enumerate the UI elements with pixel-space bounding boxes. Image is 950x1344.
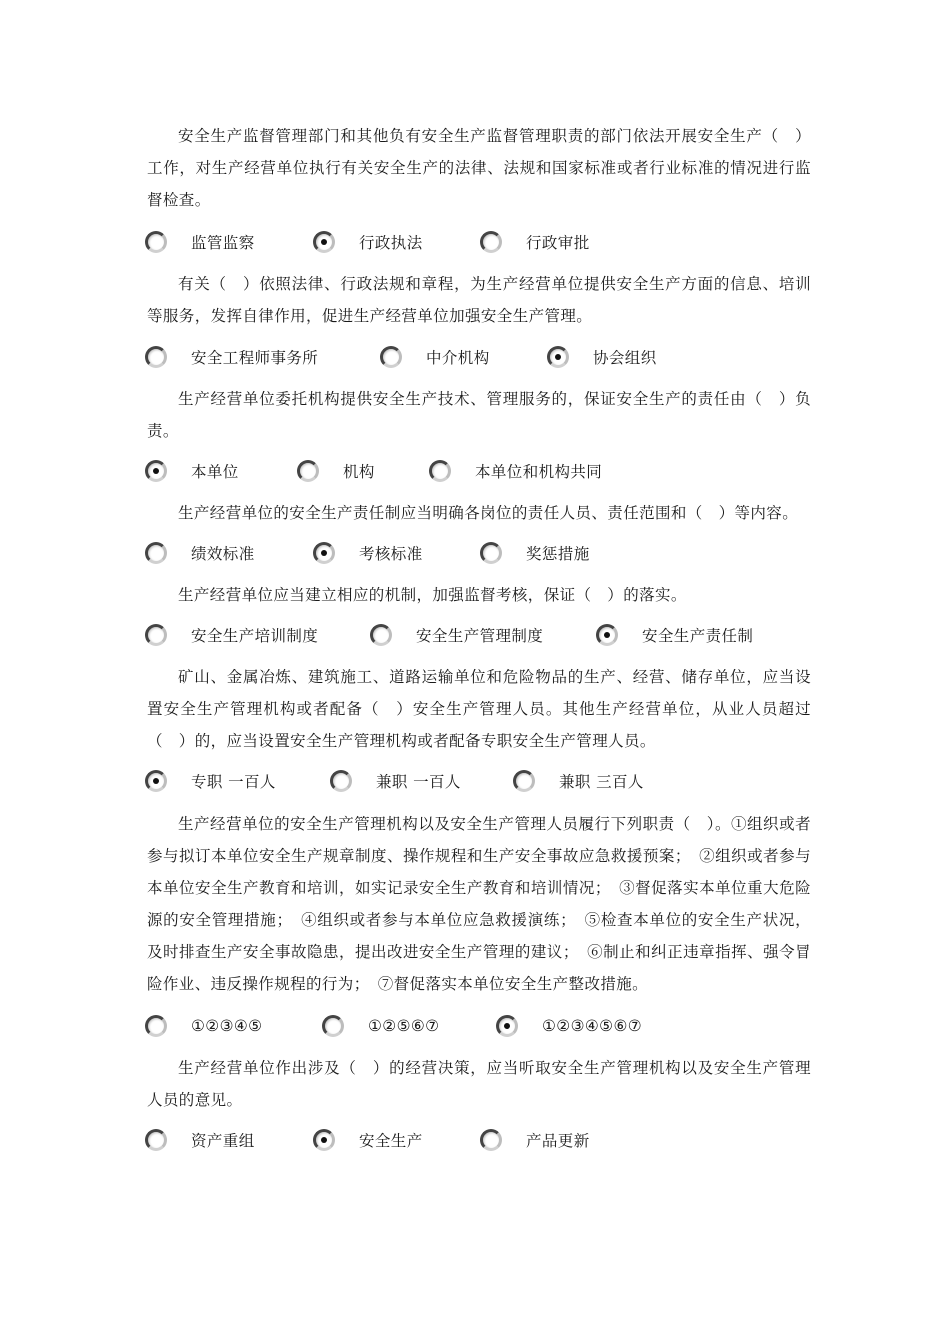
question-7-options xyxy=(145,1012,825,1040)
option-label: 本单位 xyxy=(191,463,239,481)
option-label: ①②③④⑤⑥⑦ xyxy=(542,1017,643,1035)
question-5-options xyxy=(145,621,825,649)
option-7-a[interactable] xyxy=(145,1012,262,1040)
option-5-c[interactable] xyxy=(596,621,753,649)
option-label: 考核标准 xyxy=(359,545,423,563)
option-2-a[interactable] xyxy=(145,343,318,371)
option-2-b[interactable] xyxy=(380,343,490,371)
question-2-text: 有关（ ）依照法律、行政法规和章程，为生产经营单位提供安全生产方面的信息、培训等服务，发挥自律作用，促进生产经营单位加强安全生产管理。 xyxy=(147,275,811,325)
option-4-b[interactable] xyxy=(313,539,423,567)
option-7-c[interactable] xyxy=(496,1012,642,1040)
question-1-options xyxy=(145,228,825,256)
radio-unchecked-icon[interactable] xyxy=(429,460,451,482)
question-4-options xyxy=(145,539,825,567)
option-8-c[interactable] xyxy=(480,1126,590,1154)
radio-checked-icon[interactable] xyxy=(547,346,569,368)
radio-unchecked-icon[interactable] xyxy=(330,770,352,792)
option-5-a[interactable] xyxy=(145,621,318,649)
radio-unchecked-icon[interactable] xyxy=(380,346,402,368)
option-2-c[interactable] xyxy=(547,343,657,371)
option-1-b[interactable] xyxy=(313,228,423,256)
radio-checked-icon[interactable] xyxy=(313,542,335,564)
question-8-options xyxy=(145,1126,825,1154)
option-label: 专职 一百人 xyxy=(191,773,276,791)
option-label: 安全生产 xyxy=(359,1132,423,1150)
option-7-b[interactable] xyxy=(322,1012,439,1040)
radio-checked-icon[interactable] xyxy=(145,460,167,482)
question-3-text: 生产经营单位委托机构提供安全生产技术、管理服务的，保证安全生产的责任由（ ）负责。 xyxy=(147,390,811,440)
radio-unchecked-icon[interactable] xyxy=(145,1129,167,1151)
option-label: 安全生产培训制度 xyxy=(191,627,319,645)
option-6-a[interactable] xyxy=(145,767,276,795)
radio-unchecked-icon[interactable] xyxy=(513,770,535,792)
option-label: ①②③④⑤ xyxy=(191,1017,263,1035)
radio-unchecked-icon[interactable] xyxy=(145,346,167,368)
option-4-a[interactable] xyxy=(145,539,255,567)
radio-unchecked-icon[interactable] xyxy=(322,1015,344,1037)
radio-unchecked-icon[interactable] xyxy=(370,624,392,646)
option-label: ①②⑤⑥⑦ xyxy=(368,1017,440,1035)
radio-checked-icon[interactable] xyxy=(596,624,618,646)
option-4-c[interactable] xyxy=(480,539,590,567)
option-6-c[interactable] xyxy=(513,767,644,795)
question-4-text: 生产经营单位的安全生产责任制应当明确各岗位的责任人员、责任范围和（ ）等内容。 xyxy=(178,504,799,522)
question-7-text: 生产经营单位的安全生产管理机构以及安全生产管理人员履行下列职责（ ）。①组织或者参与拟订本单位安全生产规章制度、操作规程和生产安全事故应急救援预案； ②组织或者参与本单位安全生产教育和培训，如实记录安全生产教育和培训情况； ③督促落实本单位重大危险源的安全管理措施； ④组织或者参与本单位应急救援演练； ⑤检查本单位的安全生产状况，及时排查生产安全事故隐患，提出改进安全生产管理的建议； ⑥制止和纠正违章指挥、强令冒险作业、违反操作规程的行为； ⑦督促落实本单位安全生产整改措施。 xyxy=(147,815,811,993)
option-label: 兼职 三百人 xyxy=(559,773,644,791)
radio-checked-icon[interactable] xyxy=(496,1015,518,1037)
radio-checked-icon[interactable] xyxy=(145,770,167,792)
option-6-b[interactable] xyxy=(330,767,461,795)
radio-unchecked-icon[interactable] xyxy=(145,624,167,646)
radio-checked-icon[interactable] xyxy=(313,231,335,253)
option-8-a[interactable] xyxy=(145,1126,255,1154)
option-label: 机构 xyxy=(343,463,375,481)
option-label: 产品更新 xyxy=(526,1132,590,1150)
question-2-options xyxy=(145,343,825,371)
option-5-b[interactable] xyxy=(370,621,543,649)
option-8-b[interactable] xyxy=(313,1126,423,1154)
option-label: 协会组织 xyxy=(593,349,657,367)
question-5-text: 生产经营单位应当建立相应的机制，加强监督考核，保证（ ）的落实。 xyxy=(178,586,687,604)
option-3-b[interactable] xyxy=(297,457,375,485)
option-label: 行政执法 xyxy=(359,234,423,252)
option-label: 安全生产管理制度 xyxy=(416,627,544,645)
option-label: 中介机构 xyxy=(426,349,490,367)
option-label: 行政审批 xyxy=(526,234,590,252)
option-label: 资产重组 xyxy=(191,1132,255,1150)
radio-unchecked-icon[interactable] xyxy=(297,460,319,482)
option-label: 安全工程师事务所 xyxy=(191,349,319,367)
radio-checked-icon[interactable] xyxy=(313,1129,335,1151)
option-label: 本单位和机构共同 xyxy=(475,463,603,481)
option-3-c[interactable] xyxy=(429,457,602,485)
radio-unchecked-icon[interactable] xyxy=(480,1129,502,1151)
question-6-options xyxy=(145,767,825,795)
radio-unchecked-icon[interactable] xyxy=(145,542,167,564)
radio-unchecked-icon[interactable] xyxy=(480,542,502,564)
question-6-text: 矿山、金属冶炼、建筑施工、道路运输单位和危险物品的生产、经营、储存单位，应当设置安全生产管理机构或者配备（ ）安全生产管理人员。其他生产经营单位，从业人员超过（ ）的，应当设置安全生产管理机构或者配备专职安全生产管理人员。 xyxy=(147,668,811,750)
radio-unchecked-icon[interactable] xyxy=(145,231,167,253)
question-8-text: 生产经营单位作出涉及（ ）的经营决策，应当听取安全生产管理机构以及安全生产管理人员的意见。 xyxy=(147,1059,811,1109)
option-label: 兼职 一百人 xyxy=(376,773,461,791)
option-1-c[interactable] xyxy=(480,228,590,256)
option-1-a[interactable] xyxy=(145,228,255,256)
radio-unchecked-icon[interactable] xyxy=(480,231,502,253)
radio-unchecked-icon[interactable] xyxy=(145,1015,167,1037)
option-label: 绩效标准 xyxy=(191,545,255,563)
option-label: 奖惩措施 xyxy=(526,545,590,563)
option-label: 安全生产责任制 xyxy=(642,627,754,645)
question-1-text: 安全生产监督管理部门和其他负有安全生产监督管理职责的部门依法开展安全生产（ ）工作，对生产经营单位执行有关安全生产的法律、法规和国家标准或者行业标准的情况进行监督检查。 xyxy=(147,127,811,209)
question-3-options xyxy=(145,457,825,485)
option-3-a[interactable] xyxy=(145,457,239,485)
option-label: 监管监察 xyxy=(191,234,255,252)
